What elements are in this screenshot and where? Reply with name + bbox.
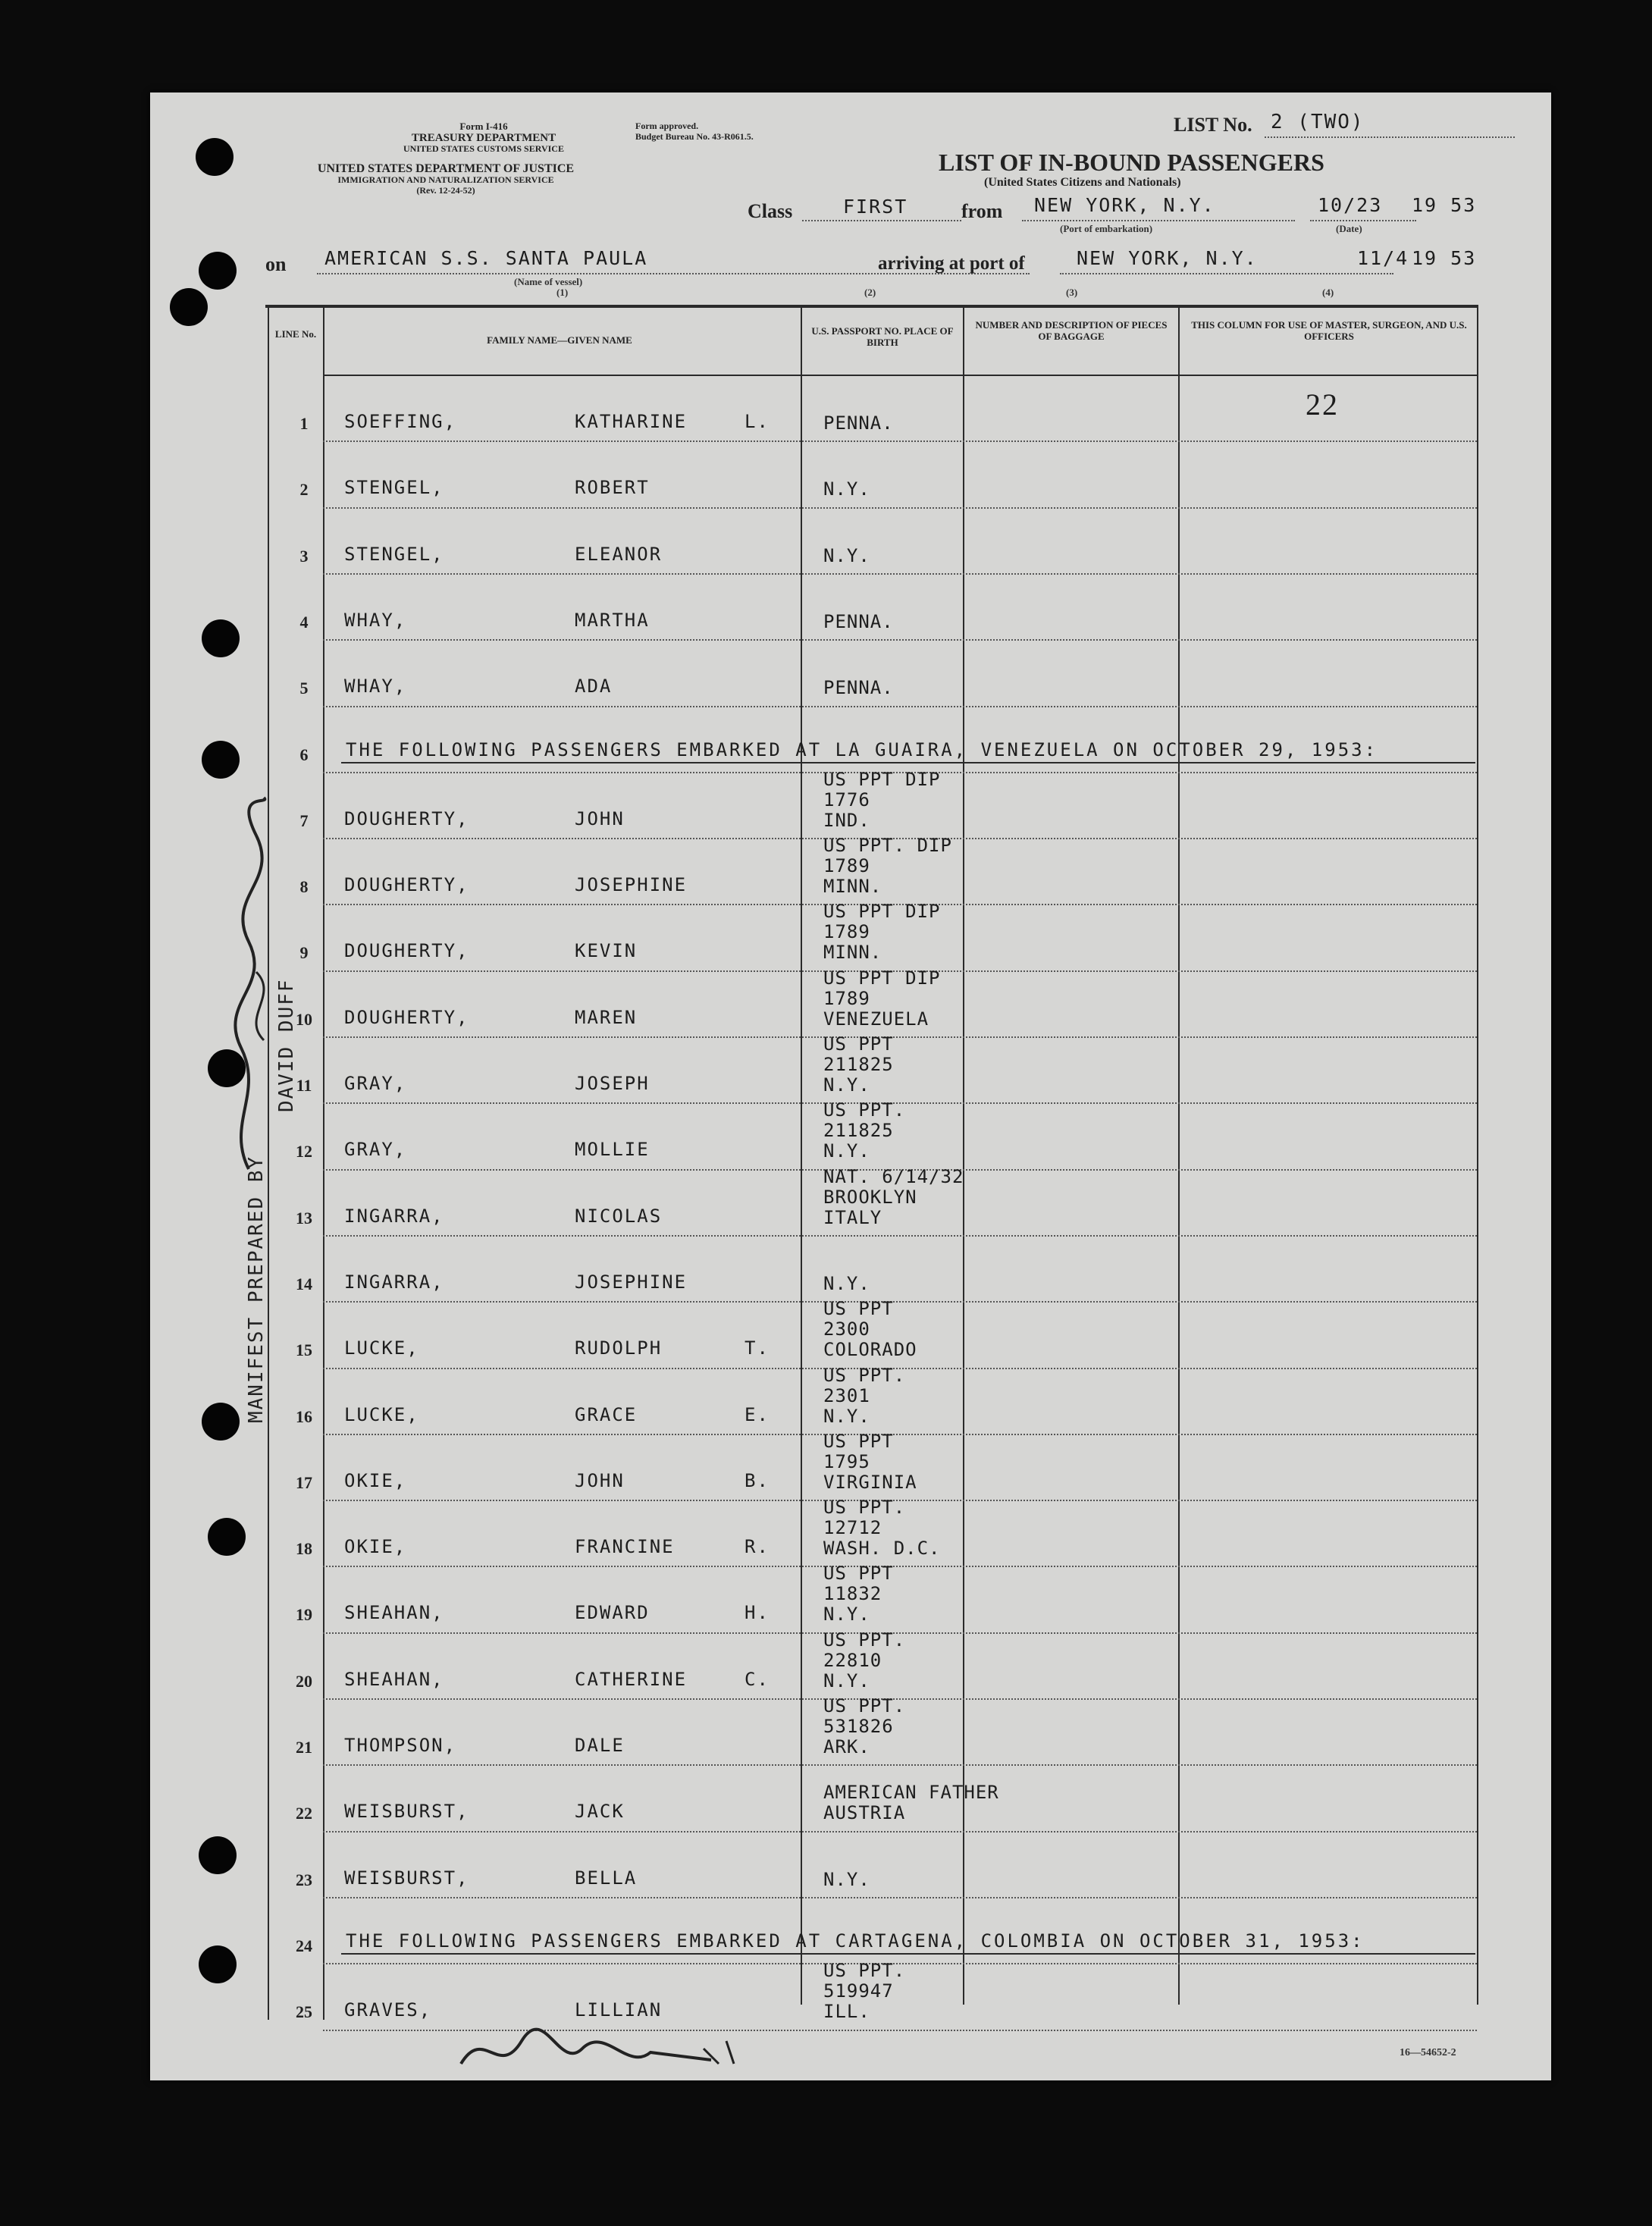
col-header-officers: THIS COLUMN FOR USE OF MASTER, SURGEON, AND U.S. OFFICERS [1191,319,1467,342]
budget-bureau: Budget Bureau No. 43-R061.5. [635,131,754,142]
line-number: 7 [299,810,309,830]
passport-birthplace: US PPT. [823,1364,906,1386]
row-rule [323,1764,1477,1766]
passport-birthplace: ARK. [823,1736,870,1757]
passport-birthplace: ILL. [823,2001,870,2023]
family-name: WHAY, [344,676,407,698]
vessel-name: AMERICAN S.S. SANTA PAULA [324,247,648,269]
passport-birthplace: N.Y. [823,478,870,500]
line-number: 8 [299,877,309,897]
punch-hole [199,1945,237,1983]
punch-hole [170,288,208,326]
passport-birthplace: US PPT. [823,1960,906,1982]
passport-birthplace: VIRGINIA [823,1471,917,1493]
line-number: 2 [299,480,309,500]
family-name: WEISBURST, [344,1801,469,1823]
passport-birthplace: US PPT DIP [823,768,941,790]
given-name: MARTHA [575,609,650,631]
column-3-number: (3) [1066,287,1078,298]
middle-initial: R. [744,1536,770,1558]
passport-birthplace: NAT. 6/14/32 [823,1165,964,1187]
passport-birthplace: N.Y. [823,544,870,566]
note-underline [341,1953,1475,1955]
given-name: DALE [575,1735,625,1756]
passport-birthplace: WASH. D.C. [823,1538,941,1560]
revision: (Rev. 12-24-52) [416,185,475,196]
note-underline [341,762,1475,763]
family-name: WHAY, [344,609,407,631]
ins-service: IMMIGRATION AND NATURALIZATION SERVICE [337,174,554,185]
from-dots [1022,220,1295,221]
line-number: 21 [296,1738,312,1757]
officer-mark: 22 [1306,387,1339,422]
passport-birthplace: N.Y. [823,1272,870,1294]
passport-birthplace: ITALY [823,1206,882,1228]
family-name: STENGEL, [344,477,444,499]
family-name: OKIE, [344,1469,407,1491]
family-name: DOUGHERTY, [344,874,469,896]
passport-birthplace: AUSTRIA [823,1802,906,1824]
row-rule [323,706,1477,707]
given-name: GRACE [575,1403,638,1425]
row-rule [323,1831,1477,1833]
punch-hole [202,619,240,657]
passport-birthplace: 1789 [823,921,870,943]
line-number: 22 [296,1804,312,1823]
form-approved: Form approved. [635,121,699,131]
punch-hole [199,1836,237,1874]
port-embark-note: (Port of embarkation) [1060,223,1153,234]
baggage-divider [1178,306,1180,2005]
passport-birthplace: N.Y. [823,1604,870,1626]
col-header-name: FAMILY NAME—GIVEN NAME [487,334,632,346]
passport-birthplace: 211825 [823,1120,894,1142]
passport-birthplace: US PPT DIP [823,967,941,989]
row-rule [323,639,1477,641]
row-rule [323,1897,1477,1898]
given-name: MOLLIE [575,1139,650,1161]
given-name: KEVIN [575,940,638,962]
family-name: WEISBURST, [344,1867,469,1889]
page-title: LIST OF IN-BOUND PASSENGERS [939,149,1324,176]
signature-scribble [196,790,294,1184]
line-number: 12 [296,1142,312,1162]
passport-birthplace: US PPT [823,1033,894,1055]
passport-birthplace: US PPT [823,1298,894,1320]
family-name: THOMPSON, [344,1735,457,1756]
line-number: 1 [299,414,309,433]
embarkation-note: THE FOLLOWING PASSENGERS EMBARKED AT CARTAGENA, COLOMBIA ON OCTOBER 31, 1953: [346,1930,1365,1952]
family-name: SOEFFING, [344,411,457,432]
punch-hole [199,252,237,290]
passport-birthplace: 211825 [823,1054,894,1075]
form-number: Form I-416 [459,121,508,132]
passport-birthplace: N.Y. [823,1670,870,1691]
arrival-port: NEW YORK, N.Y. [1077,247,1258,269]
line-number: 10 [296,1009,312,1029]
passport-birthplace: 22810 [823,1649,882,1671]
given-name: FRANCINE [575,1536,675,1558]
on-label: on [265,253,287,275]
line-number: 15 [296,1340,312,1360]
family-name: LUCKE, [344,1403,419,1425]
column-2-number: (2) [864,287,876,298]
line-number: 24 [296,1936,312,1955]
embark-date: 10/23 [1318,194,1383,216]
passport-birthplace: 12712 [823,1517,882,1539]
passport-birthplace: 1789 [823,987,870,1009]
customs-service: UNITED STATES CUSTOMS SERVICE [403,143,564,154]
col-header-passport: U.S. PASSPORT NO. PLACE OF BIRTH [811,325,954,348]
middle-initial: B. [744,1469,770,1491]
row-rule [323,1566,1477,1567]
family-name: INGARRA, [344,1205,444,1227]
passport-birthplace: N.Y. [823,1405,870,1427]
passport-birthplace: PENNA. [823,677,894,699]
punch-hole [208,1518,246,1556]
class-dots [802,220,961,221]
line-number: 13 [296,1208,312,1227]
passport-birthplace: MINN. [823,942,882,964]
line-number: 4 [299,612,309,632]
passport-birthplace: US PPT. [823,1629,906,1651]
given-name: LILLIAN [575,1999,663,2021]
given-name: KATHARINE [575,411,688,432]
line-number: 18 [296,1539,312,1559]
table-right-border [1477,306,1478,2005]
line-number: 16 [296,1406,312,1426]
family-name: INGARRA, [344,1271,444,1293]
family-name: DOUGHERTY, [344,807,469,829]
given-name: JOSEPHINE [575,1271,688,1293]
passport-birthplace: 519947 [823,1980,894,2002]
passport-birthplace: 2301 [823,1384,870,1406]
family-name: OKIE, [344,1536,407,1558]
given-name: JOSEPHINE [575,874,688,896]
given-name: NICOLAS [575,1205,663,1227]
arrival-year: 19 53 [1412,247,1477,269]
passport-birthplace: PENNA. [823,412,894,434]
given-name: ELEANOR [575,543,663,565]
passport-birthplace: US PPT. [823,1695,906,1717]
middle-initial: T. [744,1337,770,1359]
given-name: JOHN [575,807,625,829]
prepared-by-label: MANIFEST PREPARED BY [245,1155,268,1423]
punch-hole [196,138,234,176]
passport-birthplace: COLORADO [823,1339,917,1361]
col-header-line-no: LINE No. [274,328,317,340]
line-number: 6 [299,745,309,764]
row-rule [323,440,1477,442]
middle-initial: C. [744,1668,770,1690]
bottom-signature [453,2018,757,2086]
line-number: 5 [299,679,309,698]
page-subtitle: (United States Citizens and Nationals) [984,176,1181,189]
passport-birthplace: 1789 [823,855,870,877]
given-name: EDWARD [575,1602,650,1624]
passport-birthplace: MINN. [823,876,882,898]
line-number: 19 [296,1605,312,1625]
given-name: JOSEPH [575,1073,650,1094]
justice-dept: UNITED STATES DEPARTMENT OF JUSTICE [317,162,575,175]
column-1-number: (1) [556,287,569,298]
vessel-note: (Name of vessel) [514,276,583,287]
preparer-name: DAVID DUFF [275,978,298,1112]
family-name: STENGEL, [344,543,444,565]
family-name: LUCKE, [344,1337,419,1359]
arriving-label: arriving at port of [878,253,1025,274]
row-rule [323,1036,1477,1038]
row-rule [323,1301,1477,1303]
passport-birthplace: IND. [823,809,870,831]
line-number: 20 [296,1671,312,1691]
arrival-date: 11/4 [1357,247,1409,269]
row-rule [323,573,1477,575]
given-name: RUDOLPH [575,1337,663,1359]
given-name: BELLA [575,1867,638,1889]
middle-initial: L. [744,411,770,432]
family-name: GRAY, [344,1139,407,1161]
passport-birthplace: AMERICAN FATHER [823,1782,999,1804]
given-name: ADA [575,676,613,698]
line-number: 23 [296,1870,312,1889]
line-no-divider [323,306,324,2020]
passport-birthplace: 11832 [823,1583,882,1605]
class-label: Class [748,200,793,222]
passport-birthplace: US PPT. DIP [823,835,952,857]
family-name: DOUGHERTY, [344,1006,469,1028]
from-label: from [961,200,1003,222]
family-name: SHEAHAN, [344,1602,444,1624]
given-name: JACK [575,1801,625,1823]
line-number: 14 [296,1274,312,1293]
passport-birthplace: US PPT [823,1430,894,1452]
passport-birthplace: N.Y. [823,1868,870,1890]
passport-birthplace: PENNA. [823,610,894,632]
col-header-baggage: NUMBER AND DESCRIPTION OF PIECES OF BAGGAGE [975,319,1168,342]
passport-birthplace: US PPT [823,1563,894,1585]
given-name: MAREN [575,1006,638,1028]
form-footer-code: 16—54652-2 [1400,2047,1456,2058]
date-note: (Date) [1336,223,1362,234]
given-name: JOHN [575,1469,625,1491]
passport-divider [963,306,964,2005]
embark-year: 19 53 [1412,194,1477,216]
line-number: 11 [296,1076,312,1095]
passport-birthplace: 2300 [823,1318,870,1340]
row-rule [323,1235,1477,1237]
passport-birthplace: N.Y. [823,1140,870,1162]
row-rule [323,507,1477,509]
line-number: 9 [299,943,309,963]
manifest-sheet [150,92,1551,2080]
passport-birthplace: US PPT DIP [823,901,941,923]
table-top-rule [265,305,1478,308]
row-rule [323,1434,1477,1435]
passport-birthplace: BROOKLYN [823,1186,917,1208]
list-number-dots [1265,136,1515,138]
family-name: SHEAHAN, [344,1668,444,1690]
passport-birthplace: 1795 [823,1450,870,1472]
passport-birthplace: VENEZUELA [823,1008,929,1030]
given-name: ROBERT [575,477,650,499]
treasury-dept: TREASURY DEPARTMENT [411,132,556,144]
passport-birthplace: 1776 [823,789,870,810]
family-name: GRAY, [344,1073,407,1094]
family-name: GRAVES, [344,1999,432,2021]
from-value: NEW YORK, N.Y. [1034,194,1215,216]
middle-initial: E. [744,1403,770,1425]
header-rule [323,375,1477,376]
class-value: FIRST [843,196,908,218]
arrival-port-dots [1060,273,1393,274]
passport-birthplace: US PPT. [823,1099,906,1121]
embarkation-note: THE FOLLOWING PASSENGERS EMBARKED AT LA GUAIRA, VENEZUELA ON OCTOBER 29, 1953: [346,738,1378,760]
given-name: CATHERINE [575,1668,688,1690]
passport-birthplace: 531826 [823,1716,894,1737]
column-4-number: (4) [1322,287,1334,298]
family-name: DOUGHERTY, [344,940,469,962]
punch-hole [202,741,240,779]
line-number: 25 [296,2002,312,2022]
line-number: 3 [299,546,309,566]
passport-birthplace: US PPT. [823,1497,906,1519]
list-number-label: LIST No. [1174,114,1252,136]
passport-birthplace: N.Y. [823,1074,870,1096]
punch-hole [202,1403,240,1441]
middle-initial: H. [744,1602,770,1624]
line-number: 17 [296,1472,312,1492]
date-dots [1310,220,1416,221]
name-divider [801,306,802,2005]
list-number: 2 (TWO) [1271,111,1365,133]
